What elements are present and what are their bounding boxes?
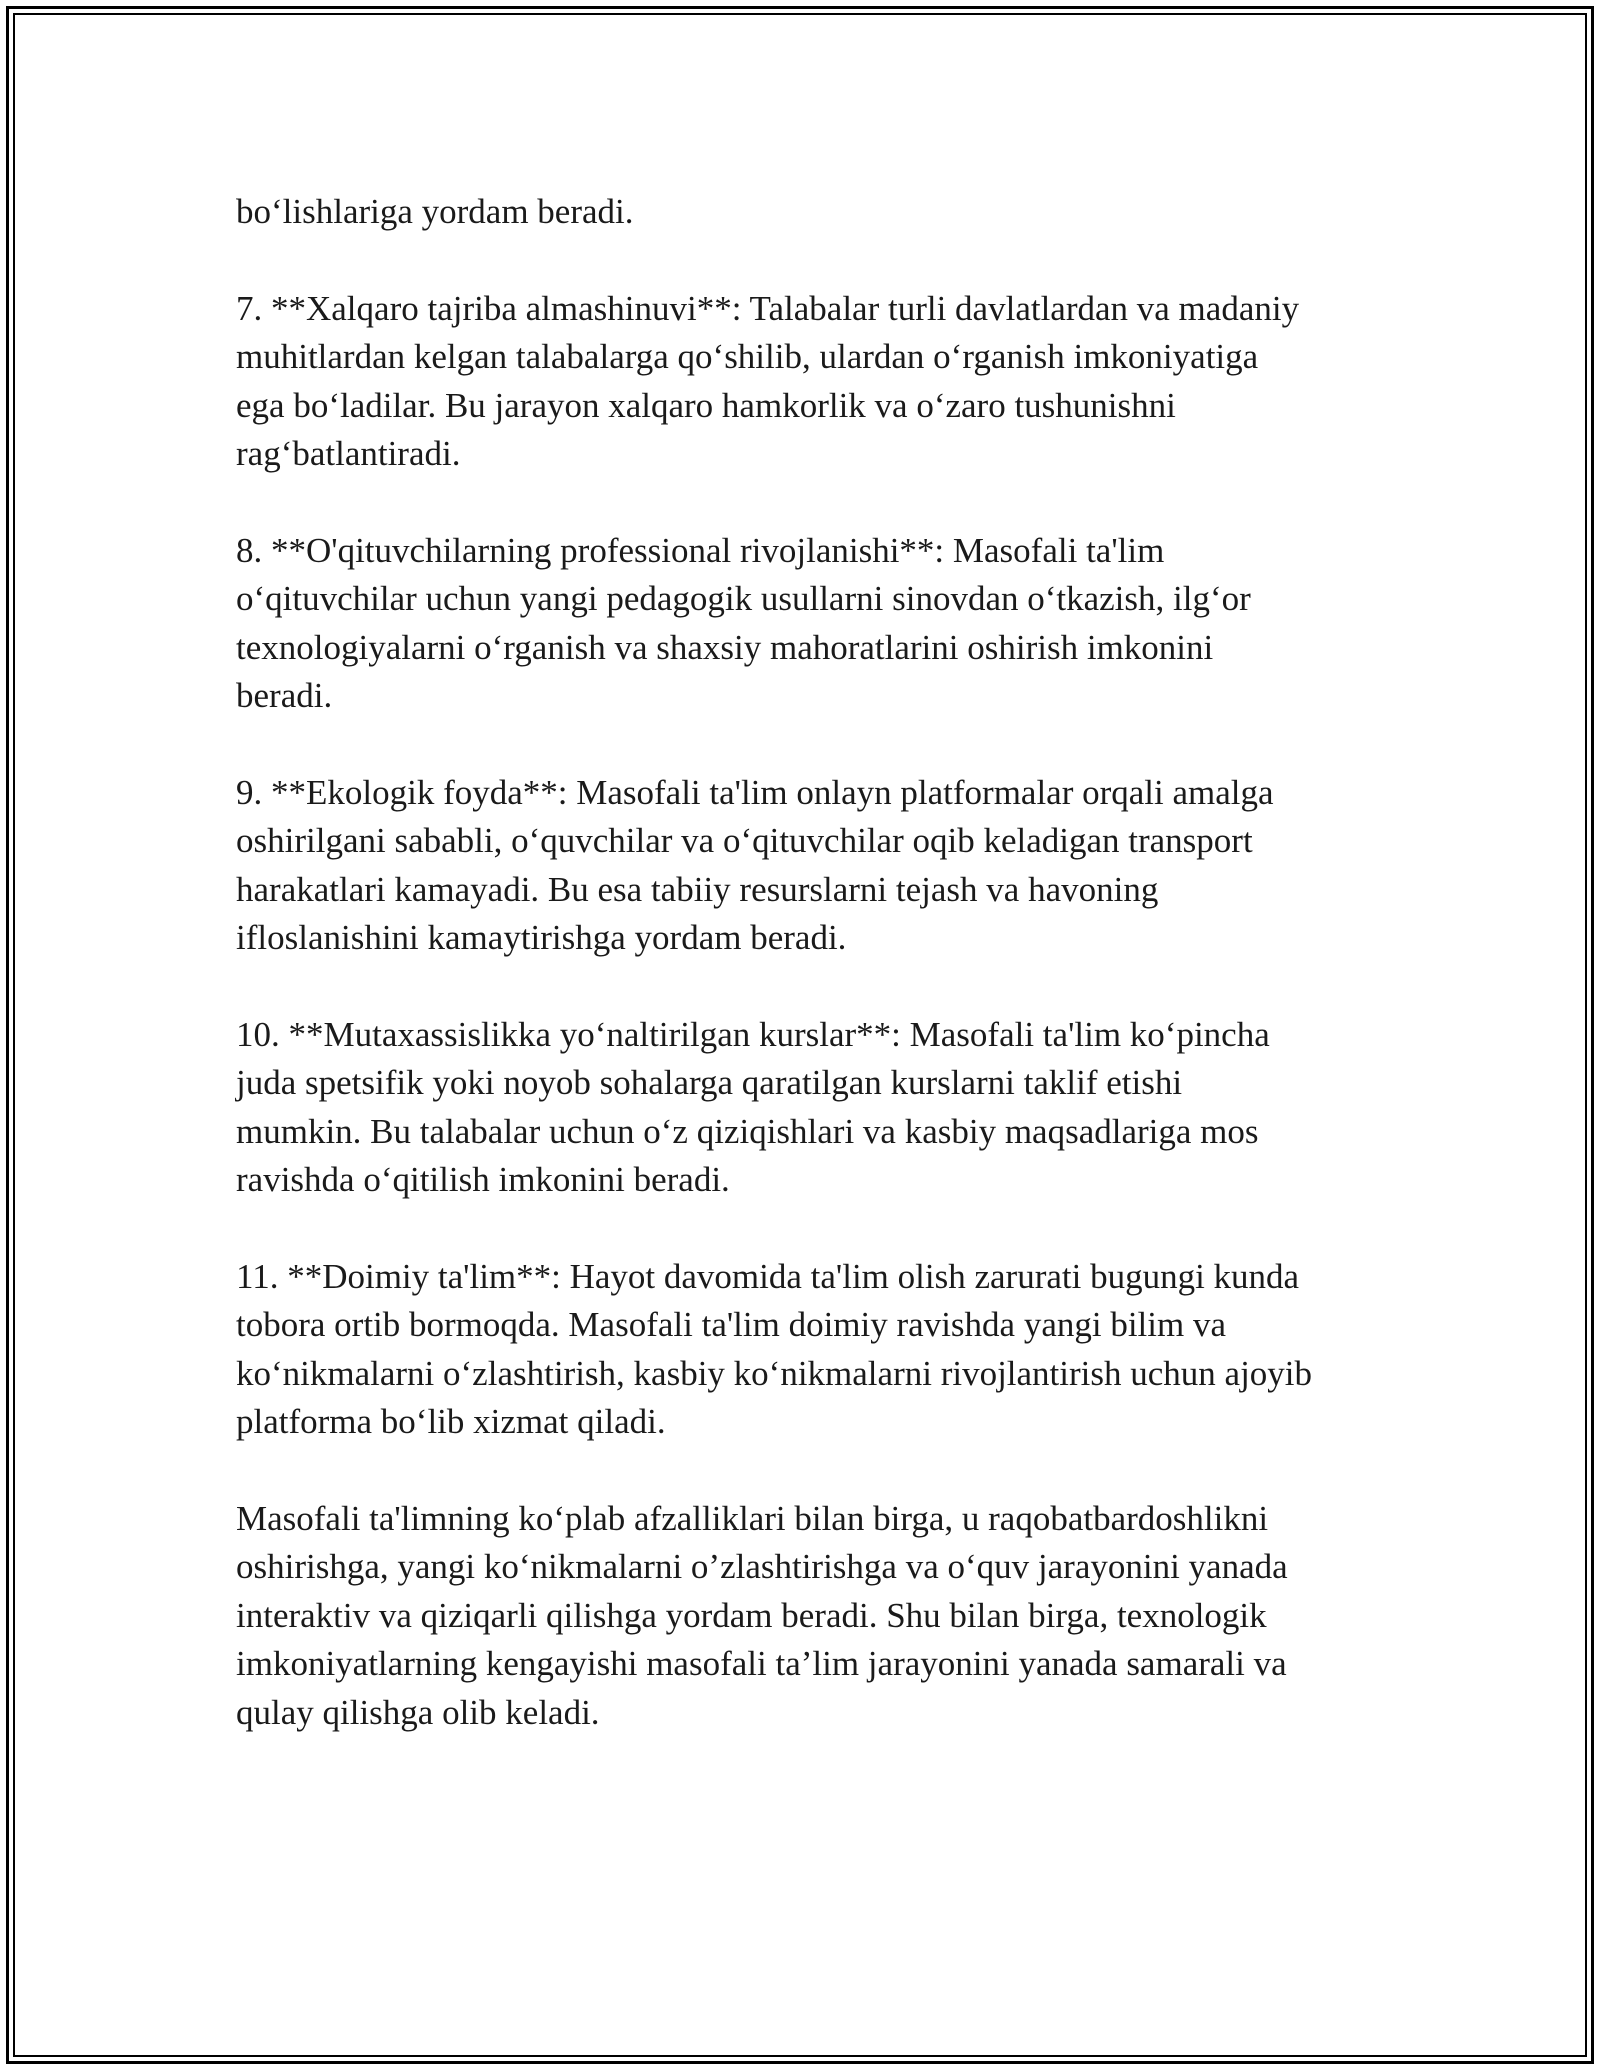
paragraph-conclusion — [236, 1495, 1366, 1737]
text-line: muhitlardan kelgan talabalarga qo‘shilib, ulardan o‘rganish imkoniyatiga — [236, 337, 1259, 377]
text-line: 7. **Xalqaro tajriba almashinuvi**: Talabalar turli davlatlardan va madaniy — [236, 288, 1300, 328]
text-line: oshirishga, yangi ko‘nikmalarni o’zlashtirishga va o‘quv jarayonini yanada — [236, 1547, 1288, 1587]
text-line: qulay qilishga olib keladi. — [236, 1692, 600, 1732]
paragraph-item-8 — [236, 527, 1366, 721]
text-line: 10. **Mutaxassislikka yo‘naltirilgan kurslar**: Masofali ta'lim ko‘pincha — [236, 1014, 1270, 1054]
paragraph-item-10 — [236, 1011, 1366, 1205]
text-line: harakatlari kamayadi. Bu esa tabiiy resurslarni tejash va havoning — [236, 869, 1159, 909]
text-line: 9. **Ekologik foyda**: Masofali ta'lim onlayn platformalar orqali amalga — [236, 772, 1274, 812]
text-line: mumkin. Bu talabalar uchun o‘z qiziqishlari va kasbiy maqsadlariga mos — [236, 1111, 1259, 1151]
text-line: beradi. — [236, 676, 333, 716]
text-line: Masofali ta'limning ko‘plab afzalliklari bilan birga, u raqobatbardoshlikni — [236, 1498, 1269, 1538]
text-line: juda spetsifik yoki noyob sohalarga qaratilgan kurslarni taklif etishi — [236, 1063, 1183, 1103]
text-line: platforma bo‘lib xizmat qiladi. — [236, 1402, 666, 1442]
text-line: imkoniyatlarning kengayishi masofali ta’lim jarayonini yanada samarali va — [236, 1644, 1287, 1684]
text-line: ifloslanishini kamaytirishga yordam beradi. — [236, 918, 847, 958]
text-line: interaktiv va qiziqarli qilishga yordam beradi. Shu bilan birga, texnologik — [236, 1595, 1267, 1635]
text-line: ega bo‘ladilar. Bu jarayon xalqaro hamkorlik va o‘zaro tushunishni — [236, 385, 1176, 425]
text-line: texnologiyalarni o‘rganish va shaxsiy mahoratlarini oshirish imkonini — [236, 627, 1214, 667]
text-line: ravishda o‘qitilish imkonini beradi. — [236, 1160, 730, 1200]
text-line: oshirilgani sababli, o‘quvchilar va o‘qituvchilar oqib keladigan transport — [236, 821, 1253, 861]
text-line: bo‘lishlariga yordam beradi. — [236, 192, 634, 231]
text-line: rag‘batlantiradi. — [236, 434, 461, 474]
text-line: 11. **Doimiy ta'lim**: Hayot davomida ta'lim olish zarurati bugungi kunda — [236, 1256, 1300, 1296]
paragraph-item-9 — [236, 769, 1366, 963]
paragraph-item-7 — [236, 285, 1366, 479]
paragraph-item-11 — [236, 1253, 1366, 1447]
text-line: ko‘nikmalarni o‘zlashtirish, kasbiy ko‘nikmalarni rivojlantirish uchun ajoyib — [236, 1353, 1313, 1393]
text-line: 8. **O'qituvchilarning professional rivojlanishi**: Masofali ta'lim — [236, 530, 1165, 570]
document-body — [236, 188, 1366, 1785]
text-line: tobora ortib bormoqda. Masofali ta'lim doimiy ravishda yangi bilim va — [236, 1305, 1227, 1345]
paragraph-continuation — [236, 188, 1366, 236]
text-line: o‘qituvchilar uchun yangi pedagogik usullarni sinovdan o‘tkazish, ilg‘or — [236, 579, 1251, 619]
